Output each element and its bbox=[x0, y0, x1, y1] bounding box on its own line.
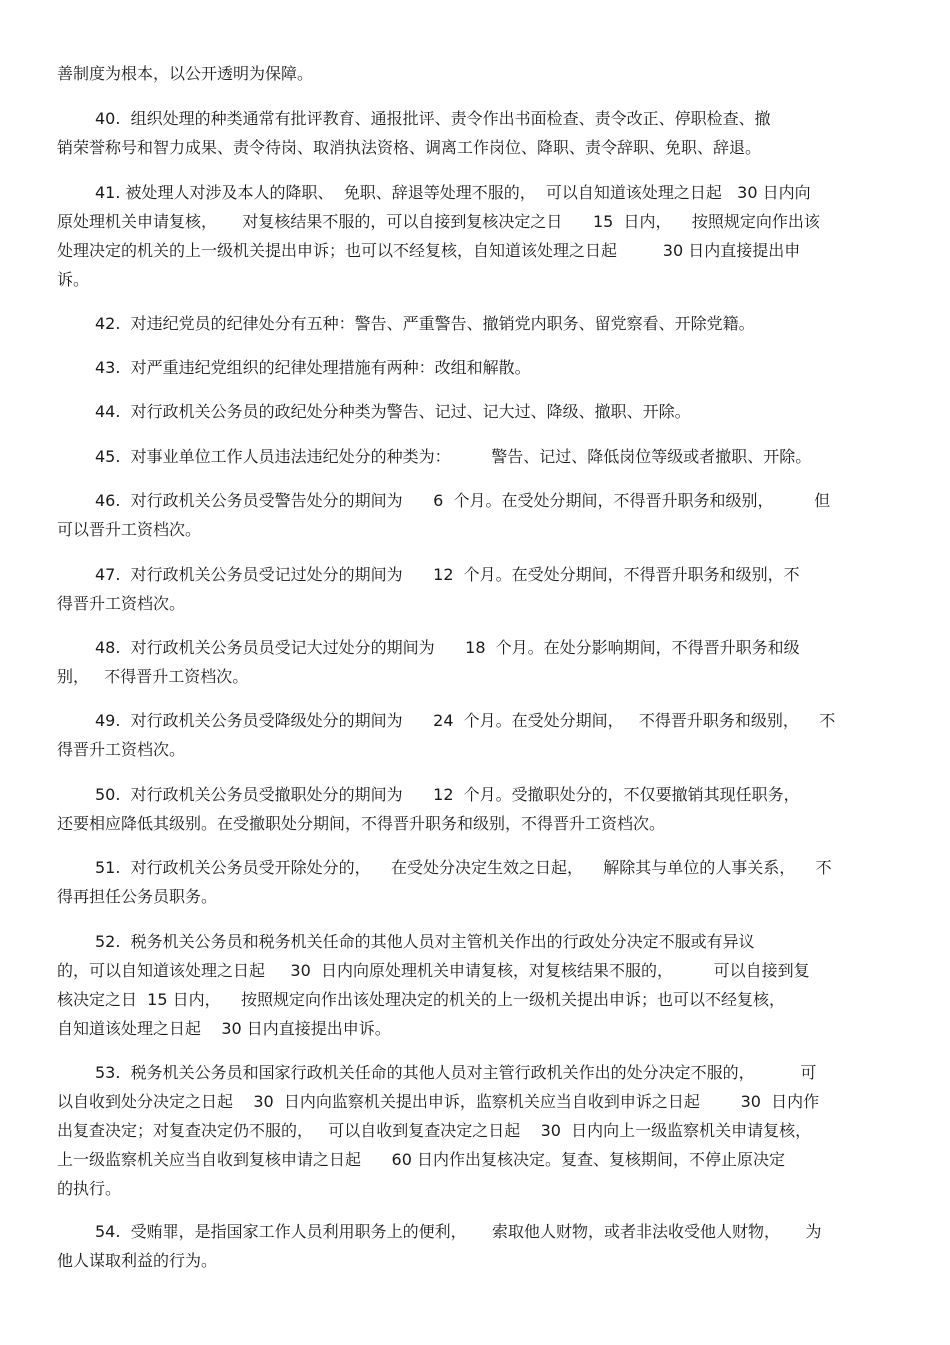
text-line: 44. 对行政机关公务员的政纪处分种类为警告、记过、记大过、降级、撤职、开除。 bbox=[95, 402, 691, 421]
text-line: 53. 税务机关公务员和国家行政机关任命的其他人员对主管行政机关作出的处分决定不服的， 可 bbox=[95, 1063, 817, 1082]
text-line: 得再担任公务员职务。 bbox=[57, 887, 218, 906]
text-line: 核决定之日 15 日内， 按照规定向作出该处理决定的机关的上一级机关提出申诉；也可以不经复核， bbox=[57, 990, 785, 1009]
paragraph-43 bbox=[57, 353, 897, 382]
paragraph-50 bbox=[57, 780, 897, 838]
text-line: 51. 对行政机关公务员受开除处分的， 在受处分决定生效之日起， 解除其与单位的人事关系， 不 bbox=[95, 858, 832, 877]
paragraph-48 bbox=[57, 633, 897, 691]
text-line: 出复查决定；对复查决定仍不服的， 可以自收到复查决定之日起 30 日内向上一级监察机关申请复核， bbox=[57, 1121, 812, 1140]
text-line: 42. 对违纪党员的纪律处分有五种：警告、严重警告、撤销党内职务、留党察看、开除党籍。 bbox=[95, 314, 755, 333]
text-line: 50. 对行政机关公务员受撤职处分的期间为 12 个月。受撤职处分的，不仅要撤销其现任职务， bbox=[95, 785, 800, 804]
text-line: 以自收到处分决定之日起 30 日内向监察机关提出申诉，监察机关应当自收到申诉之日起 30 日内作 bbox=[57, 1092, 820, 1111]
text-line: 自知道该处理之日起 30 日内直接提出申诉。 bbox=[57, 1019, 391, 1038]
text-line: 54. 受贿罪，是指国家工作人员利用职务上的便利， 索取他人财物，或者非法收受他人财物， 为 bbox=[95, 1222, 822, 1241]
paragraph-49 bbox=[57, 706, 897, 764]
text-line: 48. 对行政机关公务员员受记大过处分的期间为 18 个月。在处分影响期间，不得晋升职务和级 bbox=[95, 638, 800, 657]
text-line: 上一级监察机关应当自收到复核申请之日起 60 日内作出复核决定。复查、复核期间，不停止原决定 bbox=[57, 1150, 785, 1169]
text-line: 还要相应降低其级别。在受撤职处分期间，不得晋升职务和级别，不得晋升工资档次。 bbox=[57, 814, 666, 833]
paragraph-52 bbox=[57, 927, 897, 1043]
text-line: 处理决定的机关的上一级机关提出申诉；也可以不经复核，自知道该处理之日起 30 日内直接提出申 bbox=[57, 241, 801, 260]
text-line: 得晋升工资档次。 bbox=[57, 594, 186, 613]
text-line: 47. 对行政机关公务员受记过处分的期间为 12 个月。在受处分期间，不得晋升职务和级别，不 bbox=[95, 565, 800, 584]
text-line: 善制度为根本，以公开透明为保障。 bbox=[57, 64, 314, 83]
paragraph-51 bbox=[57, 853, 897, 911]
text-line: 的执行。 bbox=[57, 1179, 122, 1198]
paragraph-53 bbox=[57, 1058, 897, 1203]
text-line: 得晋升工资档次。 bbox=[57, 740, 186, 759]
paragraph-44 bbox=[57, 397, 897, 426]
text-line: 他人谋取利益的行为。 bbox=[57, 1251, 218, 1270]
paragraph-45 bbox=[57, 442, 897, 471]
paragraph-41 bbox=[57, 178, 897, 294]
paragraph-42 bbox=[57, 309, 897, 338]
text-line: 可以晋升工资档次。 bbox=[57, 520, 202, 539]
text-line: 销荣誉称号和智力成果、责令待岗、取消执法资格、调离工作岗位、降职、责令辞职、免职、辞退。 bbox=[57, 138, 762, 157]
text-line: 52. 税务机关公务员和税务机关任命的其他人员对主管机关作出的行政处分决定不服或有异议 bbox=[95, 932, 755, 951]
paragraph-47 bbox=[57, 560, 897, 618]
text-line: 别， 不得晋升工资档次。 bbox=[57, 667, 249, 686]
text-line: 的，可以自知道该处理之日起 30 日内向原处理机关申请复核，对复核结果不服的， 可以自接到复 bbox=[57, 961, 810, 980]
text-line: 41. 被处理人对涉及本人的降职、 免职、辞退等处理不服的， 可以自知道该处理之日起 30 日内向 bbox=[95, 183, 811, 202]
paragraph-40 bbox=[57, 104, 897, 162]
text-line: 49. 对行政机关公务员受降级处分的期间为 24 个月。在受处分期间， 不得晋升职务和级别， 不 bbox=[95, 711, 836, 730]
text-line: 诉。 bbox=[57, 270, 90, 289]
paragraph-39-continuation bbox=[57, 59, 897, 88]
text-line: 原处理机关申请复核， 对复核结果不服的，可以自接到复核决定之日 15 日内， 按照规定向作出该 bbox=[57, 212, 820, 231]
text-line: 46. 对行政机关公务员受警告处分的期间为 6 个月。在受处分期间，不得晋升职务和级别， 但 bbox=[95, 491, 831, 510]
text-line: 40. 组织处理的种类通常有批评教育、通报批评、责令作出书面检查、责令改正、停职检查、撤 bbox=[95, 109, 771, 128]
text-line: 43. 对严重违纪党组织的纪律处理措施有两种：改组和解散。 bbox=[95, 358, 531, 377]
text-line: 45. 对事业单位工作人员违法违纪处分的种类为： 警告、记过、降低岗位等级或者撤职、开除。 bbox=[95, 447, 812, 466]
paragraph-46 bbox=[57, 486, 897, 544]
paragraph-54 bbox=[57, 1217, 897, 1275]
